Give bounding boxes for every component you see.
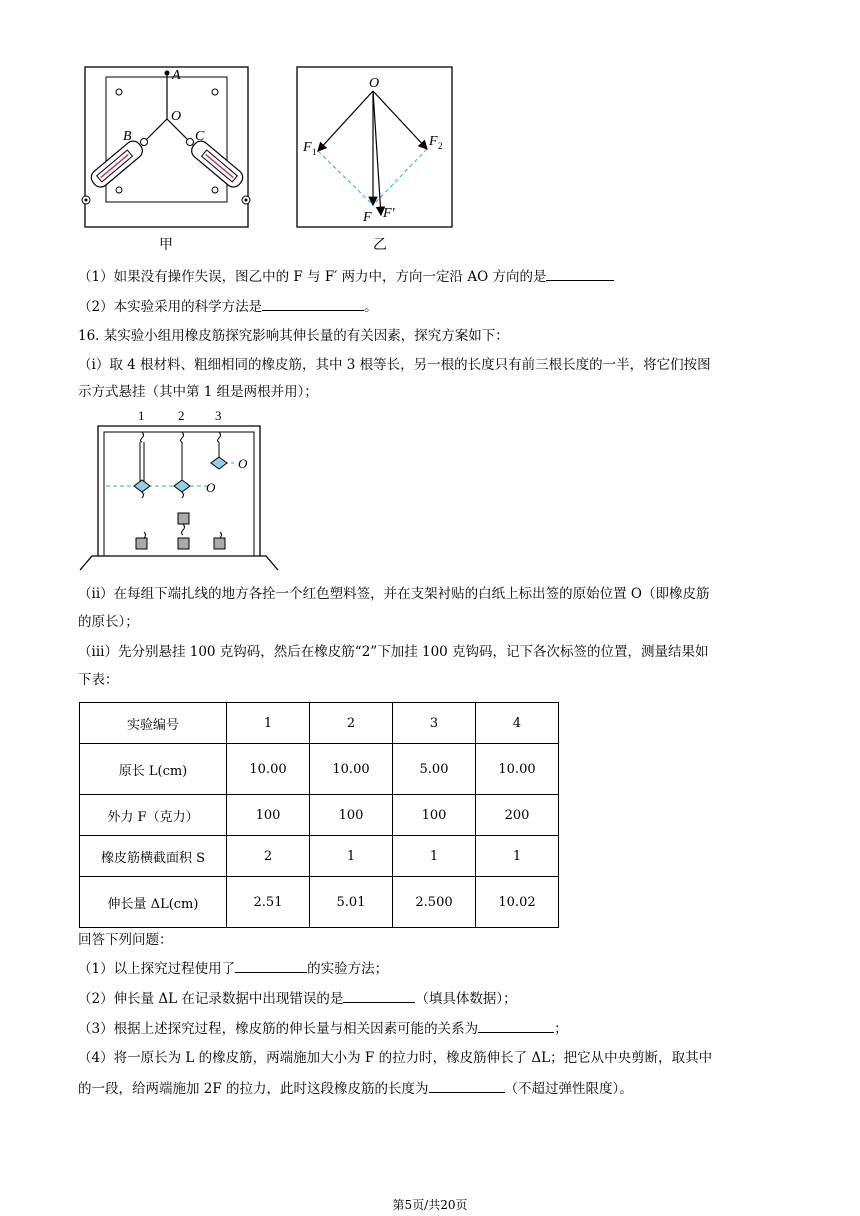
table-cell: 1 bbox=[310, 836, 393, 877]
figure-yi-caption: 乙 bbox=[373, 237, 387, 253]
label-b: B bbox=[123, 129, 132, 144]
q15-part1: （1）如果没有操作失误，图乙中的 F 与 F′ 两力中，方向一定沿 AO 方向的是 bbox=[78, 266, 614, 287]
table-cell: 100 bbox=[393, 795, 476, 836]
answer-blank[interactable] bbox=[262, 296, 364, 311]
table-row bbox=[80, 795, 559, 836]
table-cell: 1 bbox=[227, 703, 310, 744]
table-cell: 10.00 bbox=[227, 744, 310, 795]
origin-label-o: O bbox=[238, 456, 248, 471]
table-cell: 100 bbox=[227, 795, 310, 836]
table-cell: 5.01 bbox=[310, 877, 393, 928]
figure-yi-drawing bbox=[295, 65, 455, 230]
rubber-band-drawing bbox=[78, 406, 288, 574]
answer-blank[interactable] bbox=[478, 1018, 554, 1033]
table-cell: 10.00 bbox=[310, 744, 393, 795]
q16-answer-3: （3）根据上述探究过程，橡皮筋的伸长量与相关因素可能的关系为 ； bbox=[78, 1018, 568, 1039]
q16-step-iii-line1: （iii）先分别悬挂 100 克钩码，然后在橡皮筋“2”下加挂 100 克钩码，记下各次标签的位置，测量结果如 bbox=[78, 644, 709, 660]
yi-label-o: O bbox=[369, 76, 380, 91]
q16-step-i-line2: 示方式悬挂（其中第 1 组是两根并用）； bbox=[78, 384, 318, 400]
table-cell: 3 bbox=[393, 703, 476, 744]
yi-label-f2-sub: 2 bbox=[438, 141, 443, 151]
q16-step-iii-line2: 下表： bbox=[78, 672, 119, 688]
q16-answer-4-line2: 的一段，给两端施加 2F 的拉力，此时这段橡皮筋的长度为 （不超过弹性限度）。 bbox=[78, 1078, 633, 1099]
table-row bbox=[80, 877, 559, 928]
table-row bbox=[80, 744, 559, 795]
table-cell: 2 bbox=[310, 703, 393, 744]
table-cell: 5.00 bbox=[393, 744, 476, 795]
band-number-3: 3 bbox=[215, 408, 222, 423]
row-header: 原长 L(cm) bbox=[80, 744, 227, 795]
yi-label-f1: F bbox=[303, 140, 312, 155]
rubber-band-figure bbox=[78, 406, 288, 574]
yi-label-fprime: F′ bbox=[383, 206, 395, 221]
yi-label-f2: F bbox=[429, 134, 438, 149]
label-c: C bbox=[195, 129, 205, 144]
q16-step-ii-line2: 的原长）； bbox=[78, 614, 139, 630]
table-cell: 100 bbox=[310, 795, 393, 836]
measurement-table bbox=[79, 702, 559, 928]
yi-label-f1-sub: 1 bbox=[312, 147, 317, 157]
q16-answer-1: （1）以上探究过程使用了 的实验方法； bbox=[78, 958, 388, 979]
answer-blank[interactable] bbox=[235, 958, 307, 973]
table-row bbox=[80, 836, 559, 877]
row-header: 伸长量 ΔL(cm) bbox=[80, 877, 227, 928]
table-cell: 10.02 bbox=[476, 877, 559, 928]
table-cell: 10.00 bbox=[476, 744, 559, 795]
q16-answer-4-line1: （4）将一原长为 L 的橡皮筋，两端施加大小为 F 的拉力时，橡皮筋伸长了 ΔL；把它从中央剪断，取其中 bbox=[78, 1050, 713, 1066]
page-footer: 第5页/共20页 bbox=[392, 1198, 468, 1212]
answer-blank[interactable] bbox=[429, 1078, 505, 1093]
row-header: 实验编号 bbox=[80, 703, 227, 744]
answer-blank[interactable] bbox=[343, 988, 415, 1003]
yi-label-f: F bbox=[363, 210, 372, 225]
q16-intro: 16. 某实验小组用橡皮筋探究影响其伸长量的有关因素，探究方案如下： bbox=[78, 328, 509, 344]
figure-jia bbox=[78, 62, 253, 232]
band-number-1: 1 bbox=[138, 408, 145, 423]
table-cell: 2 bbox=[227, 836, 310, 877]
q16-step-ii-line1: （ii）在每组下端扎线的地方各拴一个红色塑料签，并在支架衬贴的白纸上标出签的原始位置 O（即橡皮筋 bbox=[78, 586, 710, 602]
answer-prompt: 回答下列问题： bbox=[78, 932, 173, 948]
q15-part2: （2）本实验采用的科学方法是 。 bbox=[78, 296, 378, 317]
origin-label-o: O bbox=[206, 480, 216, 495]
table-cell: 2.51 bbox=[227, 877, 310, 928]
q16-answer-2: （2）伸长量 ΔL 在记录数据中出现错误的是 （填具体数据）； bbox=[78, 988, 517, 1009]
table-cell: 2.500 bbox=[393, 877, 476, 928]
figure-yi bbox=[295, 65, 455, 230]
answer-blank[interactable] bbox=[546, 266, 614, 281]
q16-step-i-line1: （i）取 4 根材料、粗细相同的橡皮筋，其中 3 根等长，另一根的长度只有前三根长度的一半，将它们按图 bbox=[78, 357, 711, 373]
table-row bbox=[80, 703, 559, 744]
label-o: O bbox=[171, 109, 182, 124]
table-cell: 200 bbox=[476, 795, 559, 836]
figure-jia-drawing bbox=[78, 62, 253, 232]
row-header: 橡皮筋横截面积 S bbox=[80, 836, 227, 877]
figure-jia-caption: 甲 bbox=[159, 237, 173, 253]
label-a: A bbox=[172, 68, 181, 83]
table-cell: 4 bbox=[476, 703, 559, 744]
table-cell: 1 bbox=[476, 836, 559, 877]
table-cell: 1 bbox=[393, 836, 476, 877]
band-number-2: 2 bbox=[178, 408, 185, 423]
row-header: 外力 F（克力） bbox=[80, 795, 227, 836]
